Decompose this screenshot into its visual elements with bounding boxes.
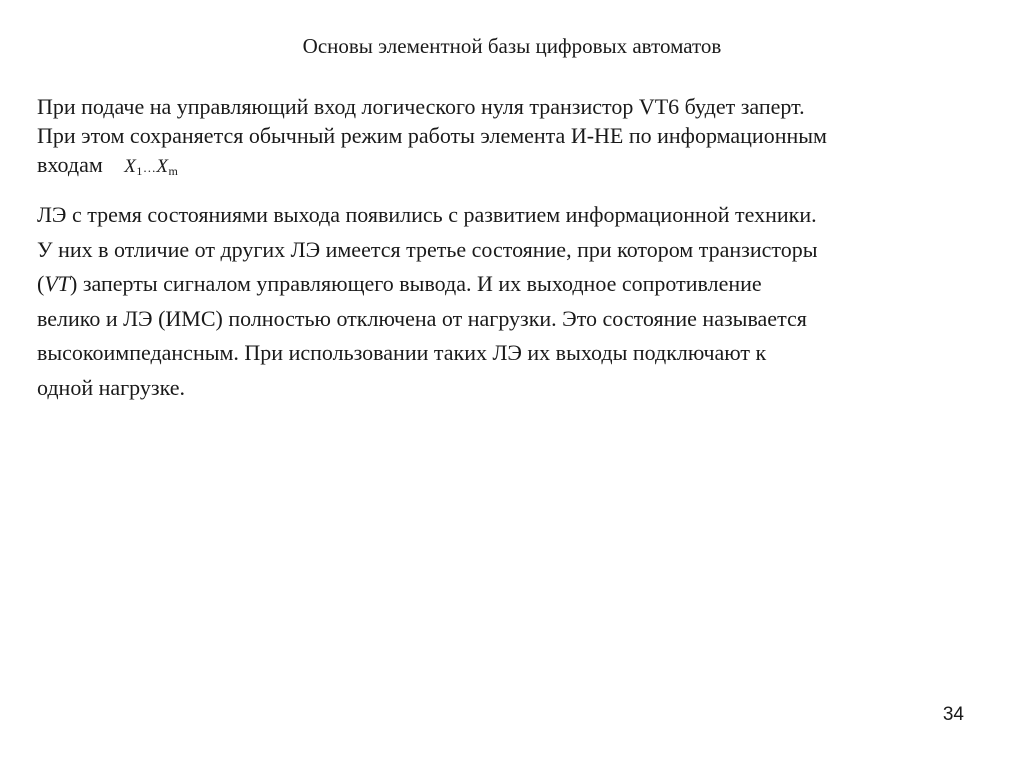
transistor-symbol: VT	[44, 271, 71, 296]
text-fragment: входам	[37, 152, 103, 177]
text-line: У них в отличие от других ЛЭ имеется третье состояние, при котором транзисторы	[37, 236, 818, 262]
text-line: ЛЭ с тремя состояниями выхода появились с развитием информационной техники.	[37, 202, 817, 227]
text-fragment: ) заперты сигналом управляющего вывода. И их выходное сопротивление	[70, 271, 762, 296]
formula-subscript: m	[168, 164, 179, 178]
slide-title: Основы элементной базы цифровых автоматов	[302, 34, 722, 58]
formula-variable: X	[124, 156, 137, 177]
text-line: При подаче на управляющий вход логического нуля транзистор VT6 будет заперт.	[37, 94, 805, 119]
text-line: При этом сохраняется обычный режим работы элемента И-НЕ по информационным	[37, 123, 827, 148]
text-line: высокоимпедансным. При использовании таких ЛЭ их выходы подключают к	[37, 340, 767, 365]
formula-subscript: 1	[136, 164, 143, 178]
inputs-formula	[124, 156, 178, 177]
text-line-with-symbol	[37, 267, 997, 302]
text-line: велико и ЛЭ (ИМС) полностью отключена от нагрузки. Это состояние называется	[37, 305, 807, 331]
paragraph-control-input	[37, 92, 997, 186]
page-number: 34	[942, 704, 964, 725]
formula-variable: X	[156, 156, 169, 177]
slide-body	[37, 92, 997, 405]
paragraph-three-state	[37, 198, 997, 405]
formula-ellipsis: …	[142, 160, 157, 175]
text-line: одной нагрузке.	[37, 374, 185, 400]
text-fragment: (	[37, 271, 45, 296]
text-line-with-formula	[37, 150, 997, 186]
